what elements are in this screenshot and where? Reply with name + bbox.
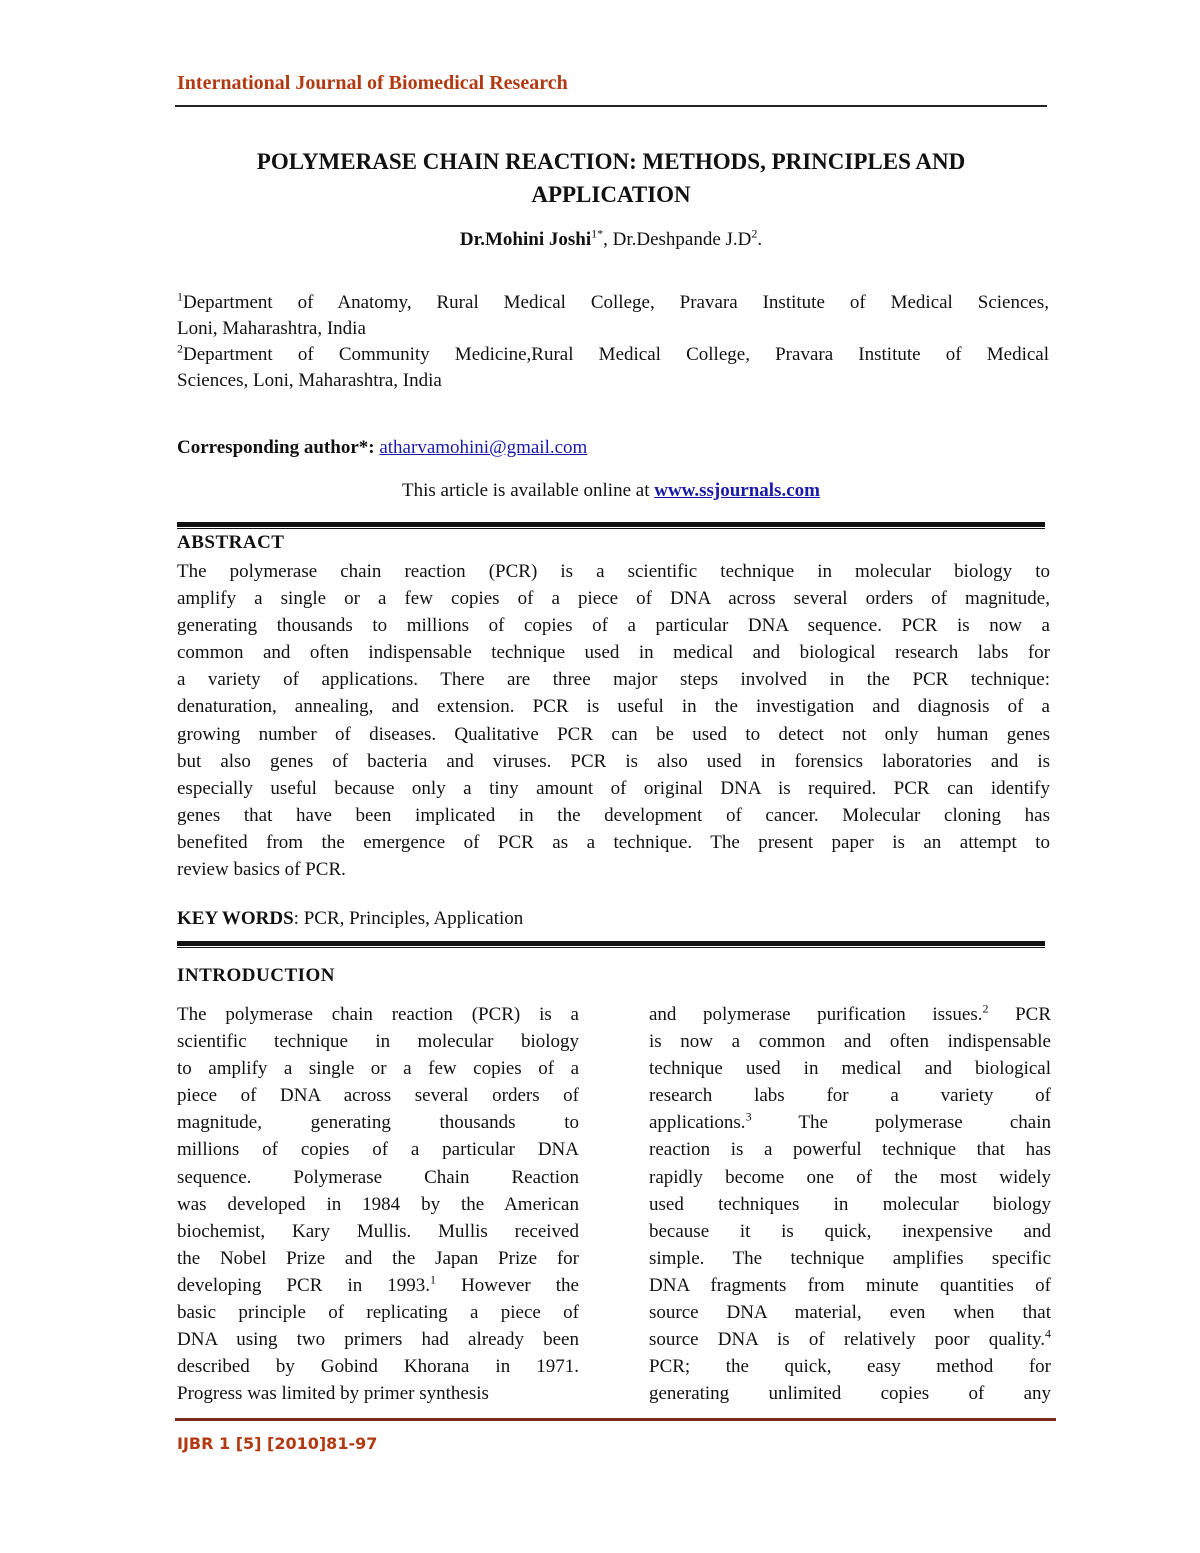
footer-citation: IJBR 1 [5] [2010]81-97: [177, 1434, 378, 1453]
citation-ref: 3: [745, 1110, 752, 1125]
intro-line: and polymerase purification issues.$^2$ PCR: [649, 1001, 1051, 1025]
corresponding-label: Corresponding author*:: [177, 437, 375, 458]
intro-line: was developed in 1984 by the American: [177, 1193, 579, 1215]
intro-line: reaction is a powerful technique that has: [649, 1139, 1051, 1161]
intro-line: Progress was limited by primer synthesis: [177, 1383, 489, 1405]
intro-line: biochemist, Kary Mullis. Mullis received: [177, 1220, 579, 1242]
online-text: This article is available online at: [402, 480, 655, 501]
intro-line: PCR; the quick, easy method for: [649, 1356, 1051, 1378]
keywords-label: KEY WORDS: [177, 908, 294, 929]
abstract-heading: ABSTRACT: [177, 532, 285, 553]
intro-line: The polymerase chain reaction (PCR) is a: [177, 1004, 579, 1025]
intro-line: research labs for a variety of: [649, 1085, 1051, 1107]
header-rule: [175, 105, 1047, 107]
affiliation-2-line-2: Sciences, Loni, Maharashtra, India: [177, 370, 442, 391]
intro-line: source DNA material, even when that: [649, 1302, 1051, 1324]
abstract-line: common and often indispensable technique used in medical and biological research labs for: [177, 642, 1050, 664]
intro-line: piece of DNA across several orders of: [177, 1085, 579, 1107]
abstract-body: [177, 558, 1050, 883]
footer-rule: [175, 1418, 1056, 1421]
abstract-line: amplify a single or a few copies of a piece of DNA across several orders of magnitude,: [177, 588, 1050, 610]
keywords: [177, 908, 523, 930]
intro-line: DNA using two primers had already been: [177, 1329, 579, 1351]
introduction-left-column: [177, 1001, 579, 1407]
intro-line: millions of copies of a particular DNA: [177, 1139, 579, 1161]
abstract-line: but also genes of bacteria and viruses. PCR is also used in forensics laboratories and is: [177, 750, 1050, 772]
affiliations: [177, 290, 1049, 394]
author-1-sup: 1*: [591, 226, 604, 241]
paper-title: [175, 145, 1047, 211]
journal-website-link[interactable]: www.ssjournals.com: [654, 480, 820, 501]
keywords-text: : PCR, Principles, Application: [293, 908, 524, 929]
intro-line: rapidly become one of the most widely: [649, 1166, 1051, 1188]
intro-line: magnitude, generating thousands to: [177, 1112, 579, 1134]
intro-line: applications.$^3$ The polymerase chain: [649, 1110, 1051, 1134]
corresponding-email-link[interactable]: atharvamohini@gmail.com: [379, 437, 588, 458]
intro-line: is now a common and often indispensable: [649, 1031, 1051, 1053]
intro-line: scientific technique in molecular biology: [177, 1031, 579, 1053]
corresponding-author: [177, 437, 587, 459]
title-line-1: POLYMERASE CHAIN REACTION: METHODS, PRINCIPLES AND: [256, 149, 966, 174]
author-list: [175, 226, 1047, 251]
journal-name: International Journal of Biomedical Research: [177, 72, 568, 94]
intro-line: sequence. Polymerase Chain Reaction: [177, 1166, 579, 1188]
author-separator: ,: [603, 229, 613, 250]
intro-line: technique used in medical and biological: [649, 1058, 1051, 1080]
intro-line: to amplify a single or a few copies of a: [177, 1058, 579, 1080]
abstract-line: denaturation, annealing, and extension. PCR is useful in the investigation and diagnosis of a: [177, 696, 1050, 718]
abstract-line: growing number of diseases. Qualitative PCR can be used to detect not only human genes: [177, 723, 1050, 745]
abstract-line: genes that have been implicated in the development of cancer. Molecular cloning has: [177, 804, 1050, 826]
abstract-line: generating thousands to millions of copies of a particular DNA sequence. PCR is now a: [177, 615, 1050, 637]
abstract-line: review basics of PCR.: [177, 859, 346, 881]
affiliation-1-line-2: Loni, Maharashtra, India: [177, 318, 366, 339]
author-end: .: [757, 229, 763, 250]
author-1: Dr.Mohini Joshi: [459, 229, 592, 250]
affiliation-2: [177, 342, 1049, 394]
citation-ref: 1: [430, 1272, 437, 1287]
intro-line: simple. The technique amplifies specific: [649, 1247, 1051, 1269]
online-availability: [175, 480, 1047, 502]
abstract-line: The polymerase chain reaction (PCR) is a scientific technique in molecular biology to: [177, 561, 1050, 582]
title-line-2: APPLICATION: [531, 182, 691, 207]
abstract-top-rule-thin: [177, 528, 1045, 529]
abstract-line: especially useful because only a tiny amount of original DNA is required. PCR can identify: [177, 777, 1050, 799]
intro-line: the Nobel Prize and the Japan Prize for: [177, 1247, 579, 1269]
abstract-line: a variety of applications. There are three major steps involved in the PCR technique:: [177, 669, 1050, 691]
intro-line: developing PCR in 1993.$^1$ However the: [177, 1272, 579, 1296]
intro-top-rule: [177, 941, 1045, 946]
intro-top-rule-thin: [177, 947, 1045, 948]
affiliation-1: [177, 290, 1049, 342]
intro-line: DNA fragments from minute quantities of: [649, 1274, 1051, 1296]
citation-ref: 2: [982, 1001, 989, 1016]
intro-line: because it is quick, inexpensive and: [649, 1220, 1051, 1242]
affiliation-1-line-1: $^1$Department of Anatomy, Rural Medical College, Pravara Institute of Medical Sciences,: [177, 289, 1049, 313]
author-2-sup: 2: [751, 226, 758, 241]
intro-line: generating unlimited copies of any: [649, 1383, 1051, 1405]
intro-line: basic principle of replicating a piece of: [177, 1302, 579, 1324]
introduction-heading: INTRODUCTION: [177, 965, 336, 986]
author-2: Dr.Deshpande J.D: [612, 229, 752, 250]
citation-ref: 4: [1045, 1326, 1051, 1341]
intro-line: source DNA is of relatively poor quality.$^4$: [649, 1326, 1051, 1351]
abstract-line: benefited from the emergence of PCR as a technique. The present paper is an attempt to: [177, 831, 1050, 853]
abstract-top-rule: [177, 522, 1045, 527]
introduction-right-column: [649, 1001, 1051, 1407]
intro-line: used techniques in molecular biology: [649, 1193, 1051, 1215]
intro-line: described by Gobind Khorana in 1971.: [177, 1356, 579, 1378]
affiliation-2-line-1: $^2$Department of Community Medicine,Rural Medical College, Pravara Institute of Medical: [177, 341, 1049, 365]
